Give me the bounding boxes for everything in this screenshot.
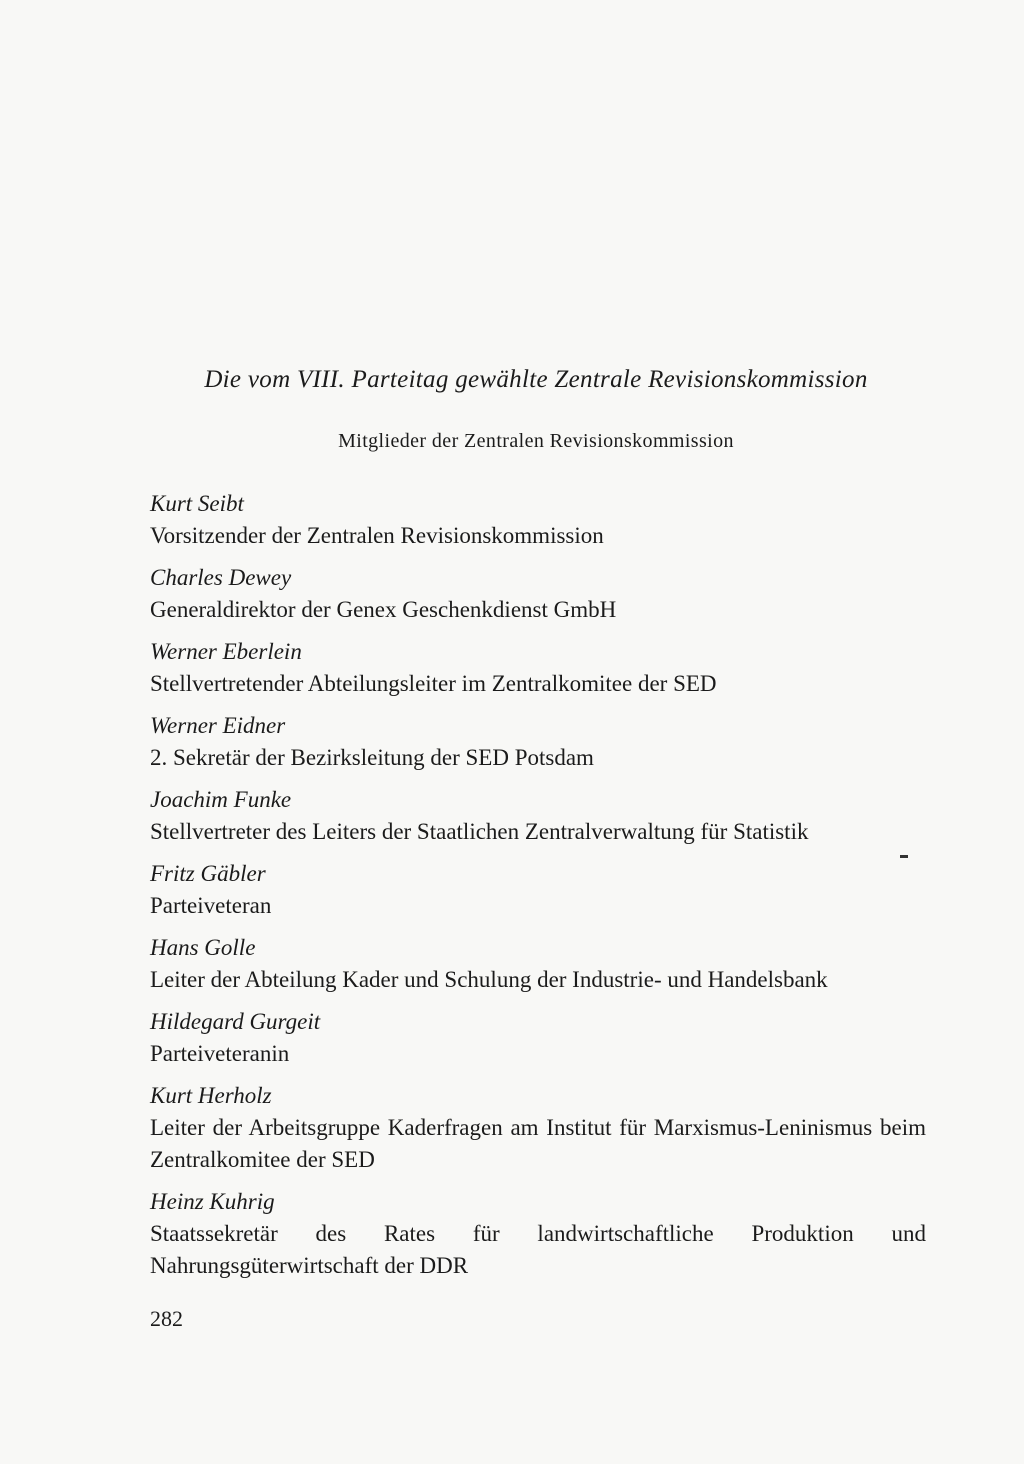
member-entry: [150, 784, 926, 848]
member-name: Kurt Herholz: [150, 1083, 272, 1108]
member-list: [150, 488, 926, 1292]
page-heading: Die vom VIII. Parteitag gewählte Zentrale Revisionskommission: [204, 366, 868, 393]
member-name: Heinz Kuhrig: [150, 1189, 275, 1214]
member-name: Hans Golle: [150, 935, 256, 960]
member-entry: [150, 562, 926, 626]
member-role: Generaldirektor der Genex Geschenkdienst GmbH: [150, 597, 617, 622]
member-role: Parteiveteranin: [150, 1041, 290, 1066]
member-role: Staatssekretär des Rates für landwirtschaftliche Produktion und Nahrungsgüterwirtschaft der DDR: [150, 1221, 926, 1278]
member-entry: [150, 1006, 926, 1070]
member-entry: [150, 1186, 926, 1282]
member-name: Charles Dewey: [150, 565, 292, 590]
member-role: 2. Sekretär der Bezirksleitung der SED Potsdam: [150, 745, 594, 770]
member-role: Vorsitzender der Zentralen Revisionskommission: [150, 523, 604, 548]
member-entry: [150, 1080, 926, 1176]
member-role: Stellvertreter des Leiters der Staatlichen Zentralverwaltung für Statistik: [150, 819, 809, 844]
member-name: Werner Eberlein: [150, 639, 302, 664]
member-entry: [150, 858, 926, 922]
section-subheading: Mitglieder der Zentralen Revisionskommission: [338, 430, 734, 452]
member-role: Stellvertretender Abteilungsleiter im Zentralkomitee der SED: [150, 671, 717, 696]
member-role: Leiter der Arbeitsgruppe Kaderfragen am Institut für Marxismus-Leninismus beim Zentralkomitee der SED: [150, 1115, 926, 1172]
member-role: Parteiveteran: [150, 893, 272, 918]
member-entry: [150, 488, 926, 552]
member-name: Werner Eidner: [150, 713, 286, 738]
member-entry: [150, 710, 926, 774]
member-name: Fritz Gäbler: [150, 861, 266, 886]
member-entry: [150, 932, 926, 996]
member-name: Kurt Seibt: [150, 491, 244, 516]
member-name: Joachim Funke: [150, 787, 292, 812]
member-entry: [150, 636, 926, 700]
member-role: Leiter der Abteilung Kader und Schulung der Industrie- und Handelsbank: [150, 967, 828, 992]
member-name: Hildegard Gurgeit: [150, 1009, 321, 1034]
page-number: 282: [150, 1306, 183, 1331]
print-mark: [900, 855, 908, 858]
